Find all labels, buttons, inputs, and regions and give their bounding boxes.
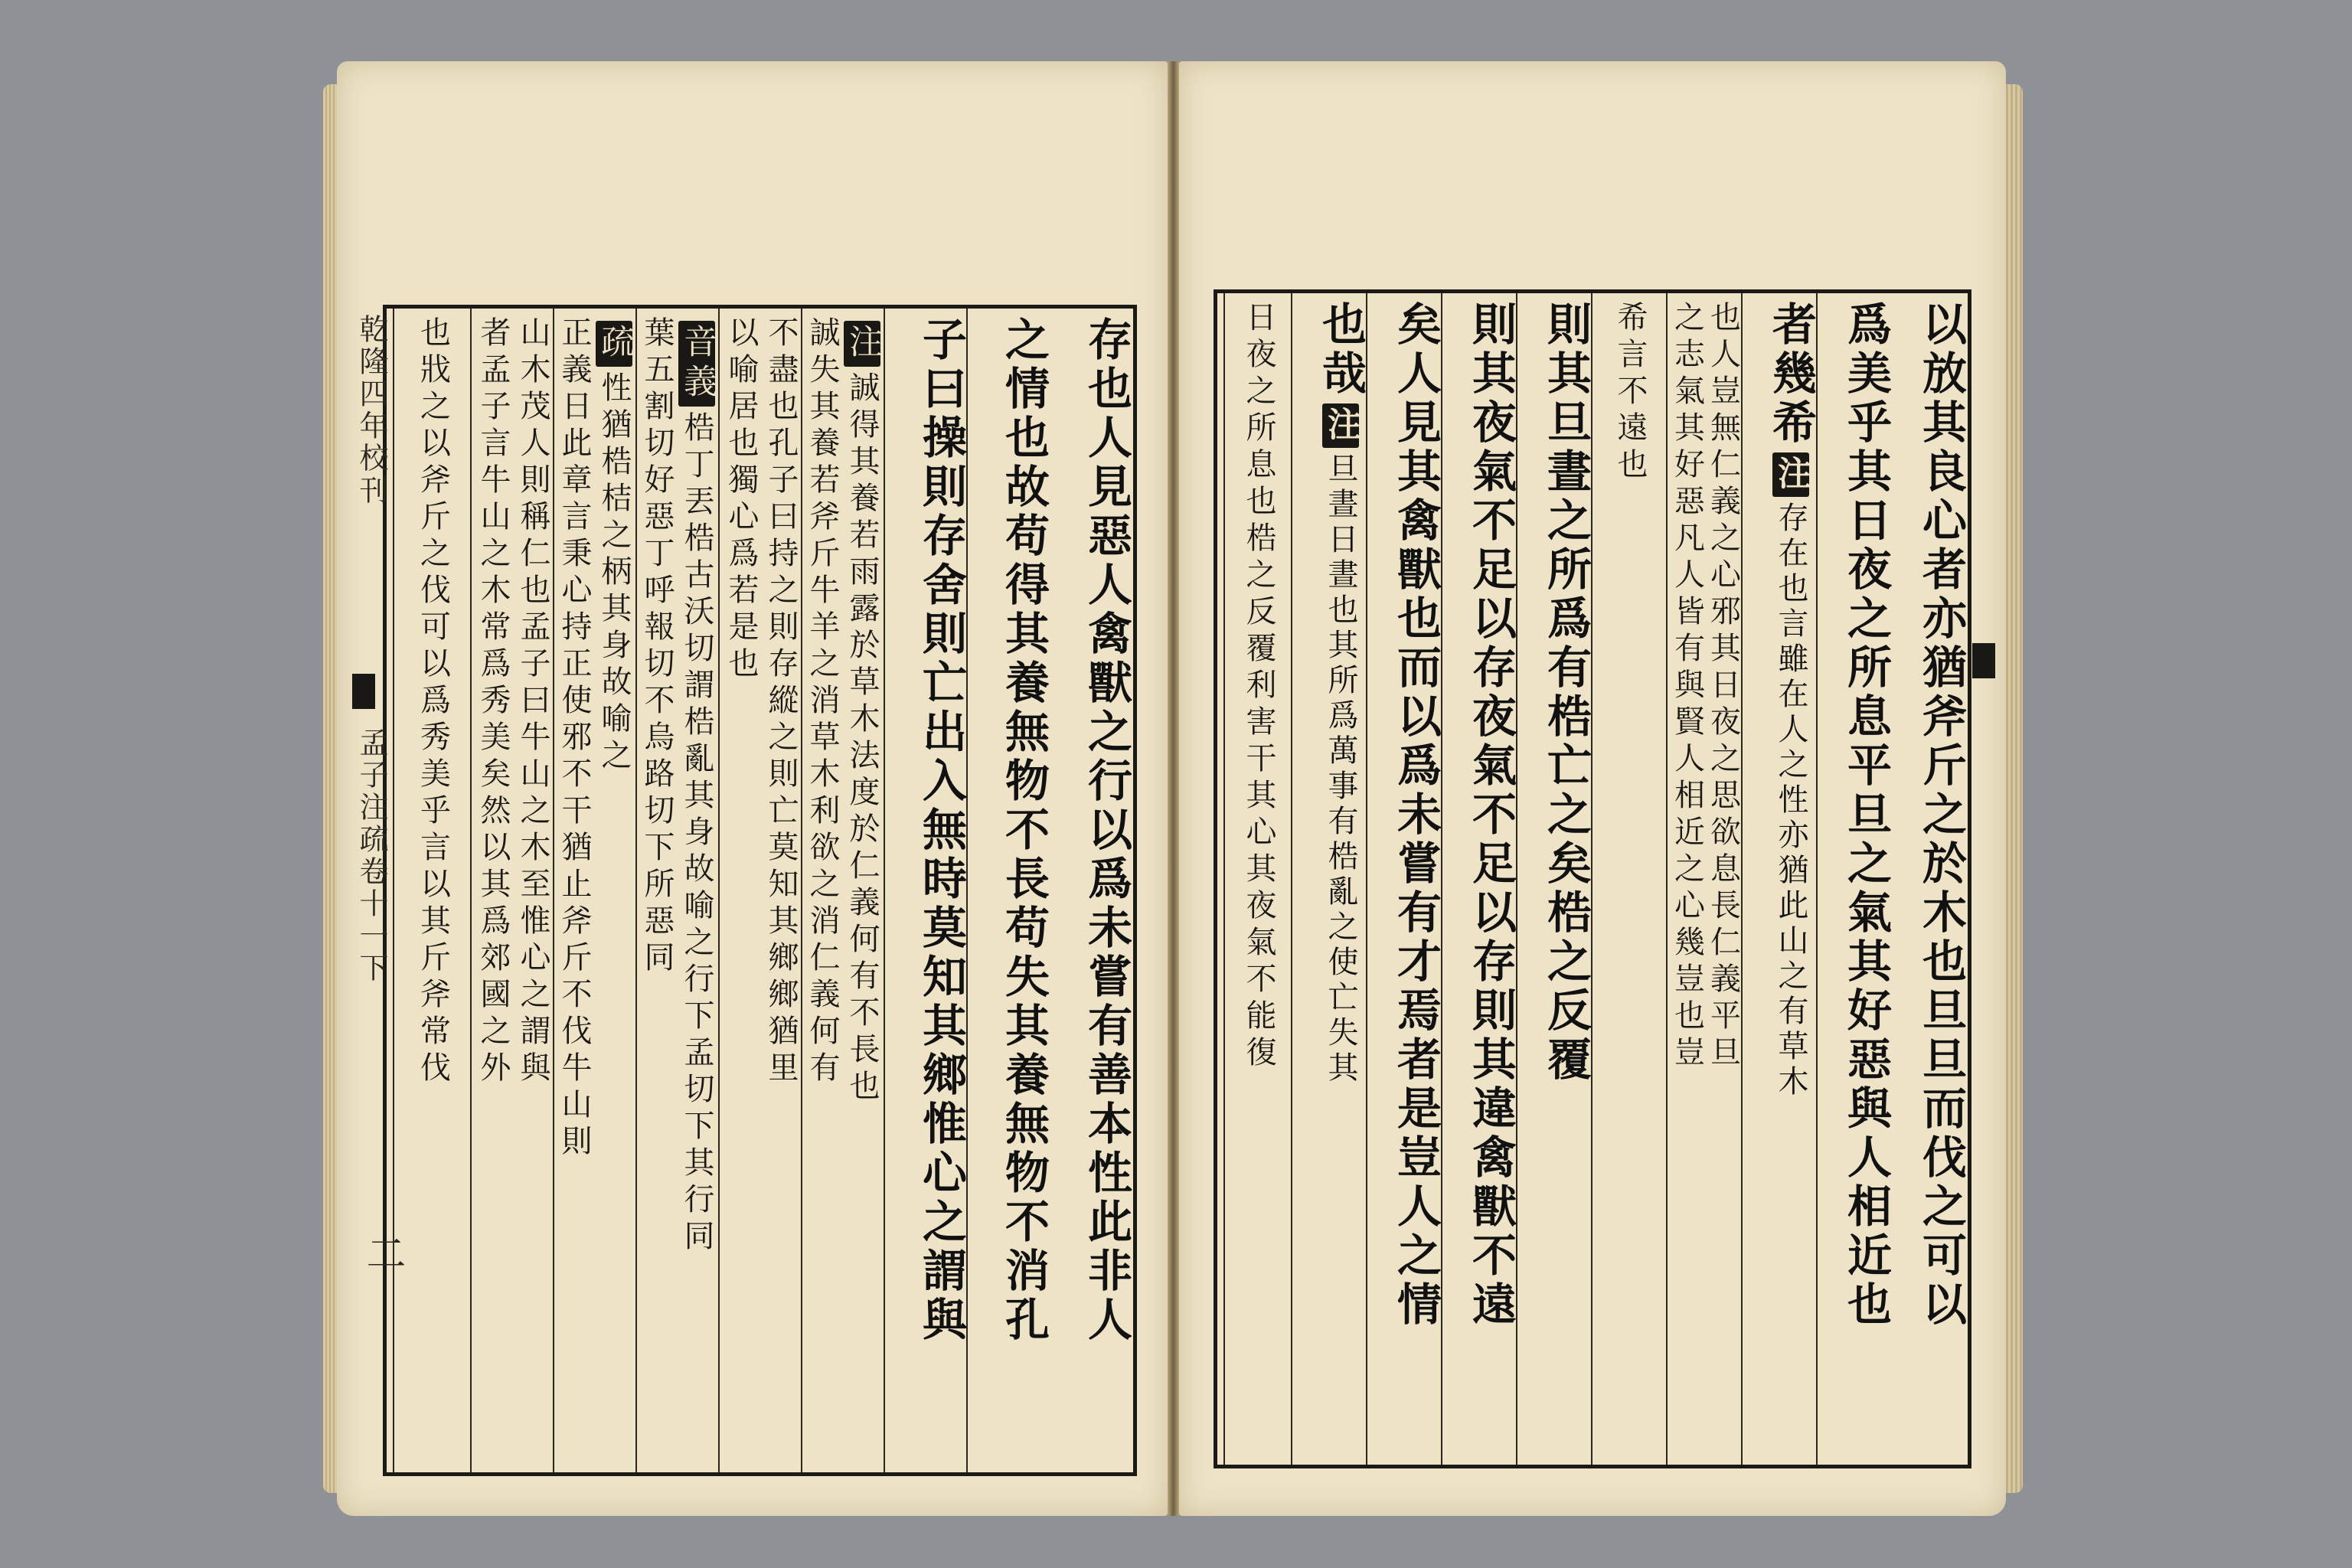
left-page [337, 61, 1168, 1516]
left-col-5 [718, 309, 802, 1472]
fish-tail-mark [1972, 643, 1995, 678]
left-col-6 [635, 309, 720, 1472]
right-text-frame [1214, 289, 1971, 1468]
commentary-marker: 疏 [596, 321, 632, 367]
left-col-1 [1050, 309, 1133, 1472]
right-col-3: 者幾希注存在也言雖在人之性亦猶此山之有草木 [1741, 293, 1818, 1465]
right-col-2 [1816, 293, 1893, 1465]
left-col-9 [393, 309, 472, 1472]
left-col-5-notes: 不盡也孔子曰持之則存縱之則亡莫知其鄉鄉猶里 以喻居也獨心爲若是也 [724, 316, 799, 1088]
left-col-4 [801, 309, 885, 1472]
left-col-6-notes: 音義梏丁丟梏古沃切謂梏亂其身故喻之行下孟切下其行同 葉五割切好惡丁呼報切不烏路切下所惡同 [639, 316, 717, 1256]
right-col-10: 日夜之所息也梏之反覆利害干其心其夜氣不能復 [1223, 293, 1292, 1465]
right-col-7: 則其夜氣不足以存夜氣不足以存則其違禽獸不遠 [1441, 293, 1517, 1465]
left-col-3-text: 子曰操則存舍則亡出入無時莫知其鄉惟心之謂與 [915, 316, 967, 1345]
edition-note: 乾隆四年校刊 [354, 314, 388, 507]
right-col-6: 則其旦晝之所爲有梏亡之矣梏之反覆 [1516, 293, 1592, 1465]
right-col-5: 希言不遠也 [1591, 293, 1668, 1465]
open-book [337, 61, 2006, 1516]
book-gutter [1168, 61, 1179, 1516]
yinyi-marker: 音義 [678, 321, 715, 407]
leaf-number: 二 [359, 1233, 405, 1276]
left-col-8-notes: 山木茂人則稱仁也孟子曰牛山之木至惟心之謂與 者孟子言牛山之木常爲秀美矣然以其爲郊國之外 [475, 316, 550, 1088]
right-col-8: 矣人見其禽獸也而以爲未嘗有才焉者是豈人之情 [1366, 293, 1442, 1465]
left-text-frame [383, 305, 1137, 1476]
right-page [1179, 61, 2006, 1516]
annotation-marker: 注 [1322, 403, 1359, 448]
left-col-4-notes: 注誠得其養若雨露於草木法度於仁義何有不長也 誠失其養若斧斤牛羊之消草木利欲之消仁義何有 [805, 316, 882, 1106]
right-col-1 [1893, 293, 1968, 1465]
left-col-3 [884, 309, 968, 1472]
right-col-2-text: 爲美乎其日夜之所息平旦之氣其好惡與人相近也 [1840, 301, 1892, 1330]
left-col-9-notes: 也戕之以斧斤之伐可以爲秀美乎言以其斤斧常伐 [415, 316, 451, 1088]
fish-tail-mark [352, 674, 375, 709]
left-col-8 [470, 309, 554, 1472]
right-col-9: 也哉注旦晝日晝也其所爲萬事有梏亂之使亡失其 [1291, 293, 1367, 1465]
annotation-marker: 注 [844, 321, 880, 367]
left-col-2 [966, 309, 1050, 1472]
running-title: 孟子注疏卷十一下 [354, 727, 388, 985]
annotation-marker: 注 [1772, 452, 1809, 497]
right-col-4: 也人豈無仁義之心邪其日夜之思欲息長仁義平旦 之志氣其好惡凡人皆有與賢人相近之心幾豈也豈 [1666, 293, 1743, 1465]
left-col-1-text: 存也人見惡人禽獸之行以爲未嘗有善本性此非人 [1080, 316, 1132, 1345]
left-col-7 [553, 309, 637, 1472]
left-col-7-notes: 疏性猶梏桔之柄其身故喻之 正義日此章言秉心持正使邪不干猶止斧斤不伐牛山則 [557, 316, 634, 1161]
left-col-2-text: 之情也故苟得其養無物不長苟失其養無物不消孔 [998, 316, 1050, 1345]
right-col-1-text: 以放其良心者亦猶斧斤之於木也旦旦而伐之可以 [1915, 301, 1967, 1330]
